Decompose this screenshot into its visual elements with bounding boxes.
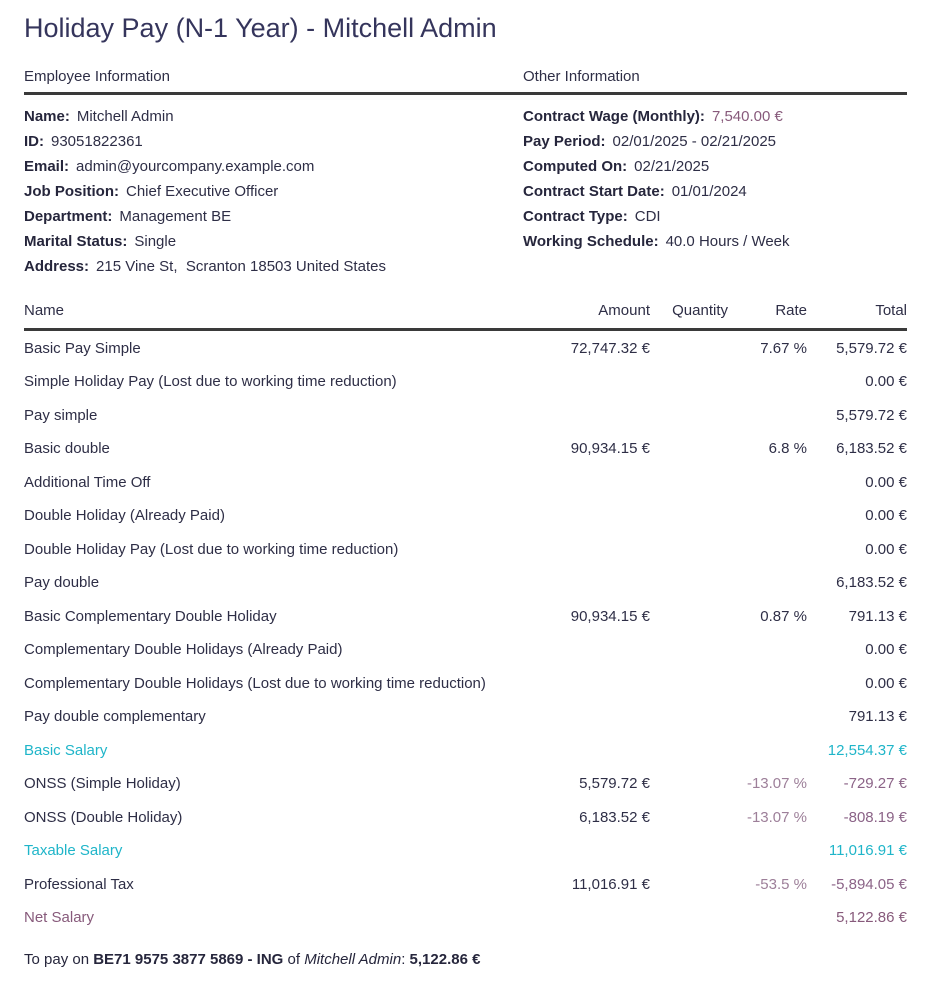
cell-rate: -13.07 % (746, 775, 807, 793)
section-headings (24, 68, 907, 95)
cell-total: 0.00 € (865, 507, 907, 525)
field-value: 40.0 Hours / Week (665, 233, 790, 251)
cell-total: 0.00 € (865, 473, 907, 491)
page-title: Holiday Pay (N-1 Year) - Mitchell Admin (24, 13, 497, 43)
salary-table-header (24, 302, 907, 331)
payment-note-middle: of (283, 951, 305, 969)
cell-name: Basic Salary (24, 741, 108, 759)
cell-name: Simple Holiday Pay (Lost due to working time reduction) (24, 373, 397, 391)
field-value: 7,540.00 € (711, 108, 783, 126)
field-label: Marital Status: (24, 233, 128, 251)
cell-name: ONSS (Double Holiday) (24, 808, 183, 826)
info-row (523, 179, 907, 204)
bank-account: BE71 9575 3877 5869 - ING (93, 951, 284, 969)
info-row (24, 204, 523, 229)
cell-total: 6,183.52 € (836, 574, 907, 592)
table-row (24, 901, 907, 935)
info-columns (24, 95, 907, 279)
field-value: 02/01/2025 - 02/21/2025 (612, 133, 777, 151)
cell-name: Complementary Double Holidays (Lost due to working time reduction) (24, 674, 486, 692)
field-value: 93051822361 (51, 133, 143, 151)
cell-rate: -13.07 % (746, 808, 807, 826)
info-row (523, 229, 907, 254)
cell-name: Pay double (24, 574, 100, 592)
table-row (24, 398, 907, 432)
payee-name: Mitchell Admin (304, 951, 402, 969)
cell-name: Professional Tax (24, 875, 134, 893)
table-row (24, 800, 907, 834)
field-value: 01/01/2024 (671, 183, 747, 201)
field-label: Contract Type: (523, 208, 628, 226)
cell-amount: 90,934.15 € (570, 440, 650, 458)
table-row (24, 767, 907, 801)
cell-total: 0.00 € (865, 373, 907, 391)
cell-name: Net Salary (24, 909, 95, 927)
field-value: Chief Executive Officer (126, 183, 279, 201)
table-row (24, 666, 907, 700)
table-row (24, 432, 907, 466)
field-label: ID: (24, 133, 44, 151)
column-header-name: Name (24, 302, 65, 320)
cell-name: Basic Pay Simple (24, 339, 141, 357)
field-label: Email: (24, 158, 70, 176)
info-row (523, 104, 907, 129)
cell-name: Double Holiday (Already Paid) (24, 507, 225, 525)
payment-note-prefix: To pay on (24, 951, 94, 969)
cell-name: Basic Complementary Double Holiday (24, 607, 277, 625)
field-value: 215 Vine St, Scranton 18503 United States (96, 258, 386, 276)
cell-total: 5,579.72 € (836, 339, 907, 357)
net-to-pay-amount: 5,122.86 € (409, 951, 481, 969)
cell-name: Pay double complementary (24, 708, 206, 726)
cell-amount: 5,579.72 € (579, 775, 650, 793)
table-row (24, 733, 907, 767)
cell-amount: 11,016.91 € (571, 875, 650, 893)
cell-amount: 6,183.52 € (579, 808, 650, 826)
field-value: admin@yourcompany.example.com (76, 158, 315, 176)
cell-total: 0.00 € (865, 641, 907, 659)
column-header-quantity: Quantity (672, 302, 728, 320)
cell-total: 11,016.91 € (828, 842, 907, 860)
cell-total: 5,579.72 € (836, 406, 907, 424)
table-row (24, 599, 907, 633)
cell-name: Additional Time Off (24, 473, 151, 491)
info-row (523, 204, 907, 229)
cell-name: Basic double (24, 440, 110, 458)
cell-total: 0.00 € (865, 674, 907, 692)
cell-total: 791.13 € (848, 708, 907, 726)
cell-total: 6,183.52 € (836, 440, 907, 458)
info-row (24, 104, 523, 129)
cell-name: ONSS (Simple Holiday) (24, 775, 181, 793)
field-label: Address: (24, 258, 90, 276)
table-row (24, 499, 907, 533)
table-row (24, 331, 907, 365)
cell-name: Pay simple (24, 406, 98, 424)
employee-info-heading: Employee Information (24, 68, 170, 86)
field-label: Contract Start Date: (523, 183, 665, 201)
field-label: Contract Wage (Monthly): (523, 108, 705, 126)
cell-total: 12,554.37 € (827, 741, 907, 759)
table-row (24, 867, 907, 901)
cell-total: -729.27 € (843, 775, 907, 793)
cell-name: Complementary Double Holidays (Already Paid) (24, 641, 343, 659)
employee-info-fields (24, 104, 523, 279)
cell-amount: 90,934.15 € (570, 607, 650, 625)
info-row (24, 179, 523, 204)
cell-total: -5,894.05 € (831, 875, 907, 893)
info-row (523, 154, 907, 179)
field-value: CDI (634, 208, 661, 226)
field-label: Pay Period: (523, 133, 606, 151)
column-header-rate: Rate (775, 302, 807, 320)
field-label: Working Schedule: (523, 233, 659, 251)
field-value: 02/21/2025 (634, 158, 710, 176)
table-row (24, 365, 907, 399)
field-label: Computed On: (523, 158, 628, 176)
cell-amount: 72,747.32 € (570, 339, 650, 357)
column-header-total: Total (875, 302, 907, 320)
table-row (24, 633, 907, 667)
cell-name: Taxable Salary (24, 842, 123, 860)
field-label: Job Position: (24, 183, 119, 201)
field-value: Mitchell Admin (76, 108, 174, 126)
cell-rate: 6.8 % (768, 440, 807, 458)
cell-total: 5,122.86 € (836, 909, 907, 927)
salary-table-body (24, 331, 907, 934)
info-row (24, 129, 523, 154)
field-value: Management BE (119, 208, 232, 226)
cell-rate: -53.5 % (755, 875, 807, 893)
field-label: Department: (24, 208, 113, 226)
salary-table (24, 302, 907, 934)
cell-rate: 0.87 % (760, 607, 807, 625)
cell-name: Double Holiday Pay (Lost due to working time reduction) (24, 540, 399, 558)
table-row (24, 700, 907, 734)
other-info-heading: Other Information (523, 68, 640, 86)
cell-total: -808.19 € (843, 808, 907, 826)
other-info-fields (523, 104, 907, 279)
info-row (24, 154, 523, 179)
table-row (24, 834, 907, 868)
table-row (24, 532, 907, 566)
field-value: Single (134, 233, 177, 251)
payment-note (24, 951, 907, 968)
cell-total: 0.00 € (865, 540, 907, 558)
table-row (24, 566, 907, 600)
info-row (523, 129, 907, 154)
info-row (24, 229, 523, 254)
info-row (24, 254, 523, 279)
cell-rate: 7.67 % (760, 339, 807, 357)
table-row (24, 465, 907, 499)
payment-note-separator: : (401, 951, 410, 969)
field-label: Name: (24, 108, 70, 126)
cell-total: 791.13 € (848, 607, 907, 625)
column-header-amount: Amount (598, 302, 650, 320)
